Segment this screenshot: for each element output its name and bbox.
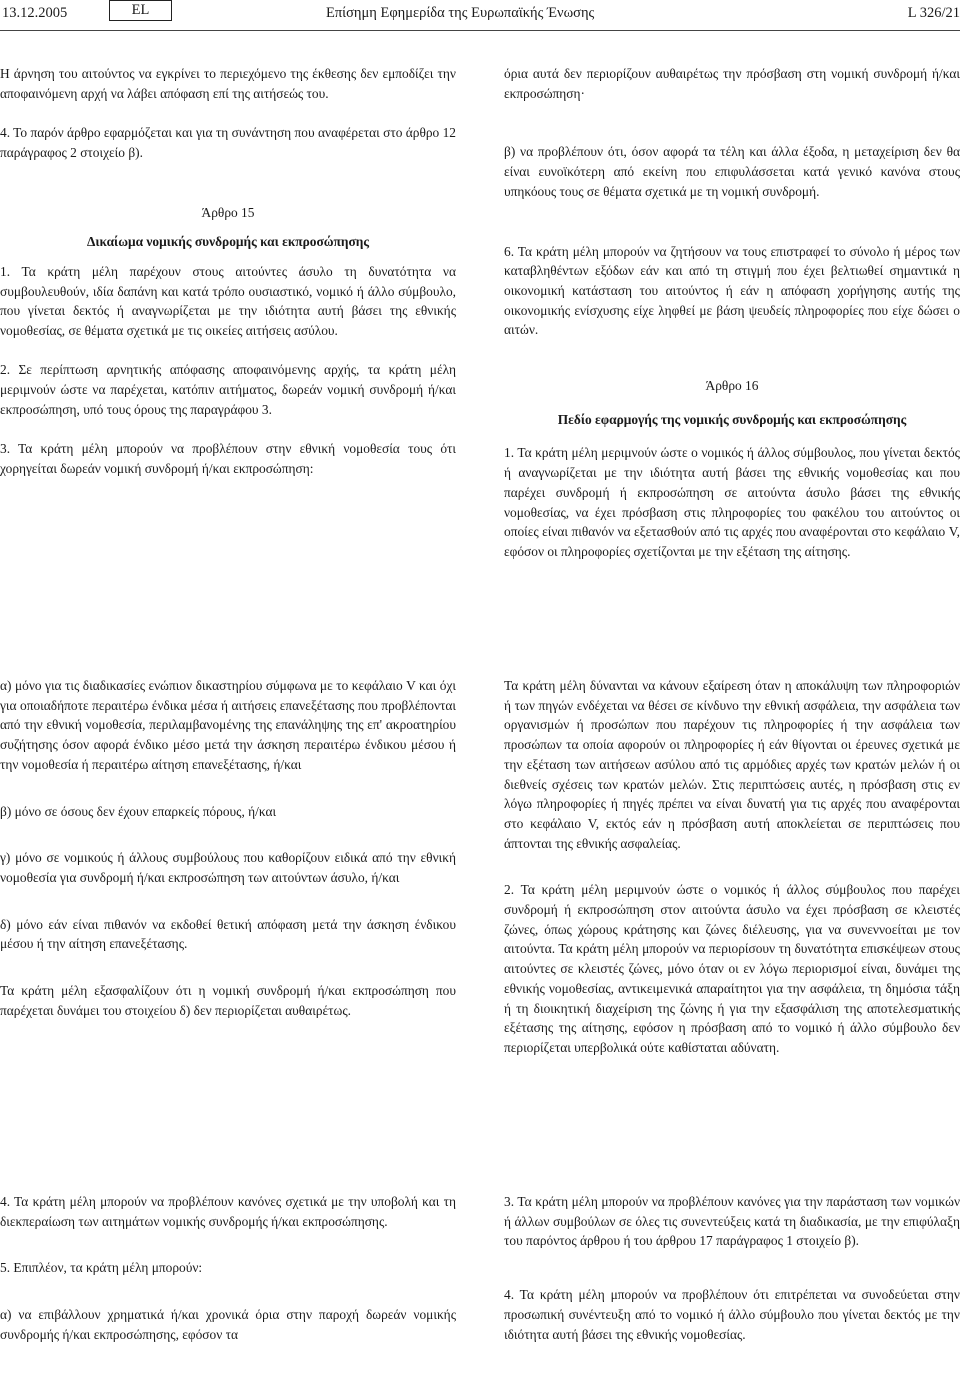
block2-left-column	[0, 676, 456, 1020]
paragraph: 4. Τα κράτη μέλη μπορούν να προβλέπουν κανόνες σχετικά με την υποβολή και τη διεκπεραίωση των αιτημάτων νομικής συνδρομής ή/και εκπροσώπησης.	[0, 1194, 456, 1229]
block3-left-column	[0, 1192, 456, 1345]
paragraph: 1. Τα κράτη μέλη μεριμνούν ώστε ο νομικός ή άλλος σύμβουλος, που γίνεται δεκτός ή αναγνωρίζεται με την ιδιότητα αυτή βάσει της εθνικής νομοθεσίας και που παρέχει συνδρομή ή εκπροσώπηση σε αιτούντα άσυλο βάσει της εθνικής νομοθεσίας, να έχει πρόσβαση στις πληροφορίες του φακέλου του αιτούντος οι οποίες είναι πιθανόν να εξετασθούν από τις αρχές που αναφέρονται στο κεφάλαιο V, εφόσον οι πληροφορίες σχετίζονται με την εξέταση της αίτησης.	[504, 445, 960, 559]
article-title: Πεδίο εφαρμογής της νομικής συνδρομής και εκπροσώπησης	[557, 411, 907, 427]
page-reference: L 326/21	[907, 5, 960, 21]
block2-right-column	[504, 676, 960, 1058]
paragraph: 3. Τα κράτη μέλη μπορούν να προβλέπουν στην εθνική νομοθεσία τους ότι χορηγείται δωρεάν νομική συνδρομή ή/και εκπροσώπηση:	[0, 441, 456, 476]
paragraph: Η άρνηση του αιτούντος να εγκρίνει το περιεχόμενο της έκθεσης δεν εμποδίζει την αποφαινόμενη αρχή να λάβει απόφαση επί της αιτήσεώς του.	[0, 66, 456, 101]
paragraph: 1. Τα κράτη μέλη παρέχουν στους αιτούντες άσυλο τη δυνατότητα να συμβουλευθούν, ιδία δαπάνη και κατά τρόπο ουσιαστικό, νομικό ή άλλο σύμβουλο, που γίνεται δεκτός ή αναγνωρίζεται με την ιδιότητα αυτή βάσει της εθνικής νομοθεσίας, σε θέματα σχετικά με τις οικείες αιτήσεις ασύλου.	[0, 263, 456, 339]
block1-right-column	[504, 64, 960, 562]
article-title: Δικαίωμα νομικής συνδρομής και εκπροσώπησης	[86, 234, 370, 250]
list-item: α) μόνο για τις διαδικασίες ενώπιον δικαστηρίου σύμφωνα με το κεφάλαιο V και όχι για οποιαδήποτε περαιτέρω ένδικα μέσα ή αιτήσεις επανεξέτασης που προβλέπονται από την εθνική νομοθεσία, περιλαμβανομένης της επανάληψης της επ' ακροατηρίου συζήτησης όσον αφορά ένδικο μέσο μετά την άσκηση περαιτέρω ένδικου μέσου ή την νομοθεσία ή περαιτέρω αίτηση επανεξέτασης, ή/και	[0, 678, 456, 772]
block3-right-column	[504, 1192, 960, 1344]
article-number: Άρθρο 15	[201, 204, 255, 220]
paragraph: 5. Επιπλέον, τα κράτη μέλη μπορούν:	[0, 1260, 203, 1276]
paragraph: 3. Τα κράτη μέλη μπορούν να προβλέπουν κανόνες για την παράσταση των νομικών ή άλλων συμβούλων σε όλες τις συνεντεύξεις κατά τη διαδικασία, με την επιφύλαξη του παρόντος άρθρου ή του άρθρου 17 παράγραφος 1 στοιχείο β).	[504, 1194, 960, 1249]
paragraph: 2. Σε περίπτωση αρνητικής απόφασης αποφαινόμενης αρχής, τα κράτη μέλη μεριμνούν ώστε να παρέχεται, κατόπιν αιτήματος, δωρεάν νομική συνδρομή ή/και εκπροσώπηση, υπό τους όρους της παραγράφου 3.	[0, 362, 456, 417]
block1-left-column	[0, 64, 456, 479]
paragraph: Τα κράτη μέλη εξασφαλίζουν ότι η νομική συνδρομή ή/και εκπροσώπηση που παρέχεται δυνάμει του στοιχείου δ) δεν περιορίζεται αυθαιρέτως.	[0, 983, 456, 1018]
publication-date: 13.12.2005	[2, 5, 68, 21]
list-item: α) να επιβάλλουν χρηματικά ή/και χρονικά όρια στην παροχή δωρεάν νομικής συνδρομής ή/και εκπροσώπησης, εφόσον τα	[0, 1307, 456, 1342]
language-badge: EL	[109, 0, 172, 21]
list-item: δ) μόνο εάν είναι πιθανόν να εκδοθεί θετική απόφαση μετά την άσκηση ένδικου μέσου ή την αίτηση επανεξέτασης.	[0, 916, 456, 952]
paragraph: 4. Τα κράτη μέλη μπορούν να προβλέπουν ότι επιτρέπεται να συνοδεύεται στην προσωπική συνέντευξη από το νομικό ή άλλο σύμβουλο που γίνεται δεκτός με την ιδιότητα αυτή βάσει της εθνικής νομοθεσίας.	[504, 1287, 960, 1342]
paragraph: 2. Τα κράτη μέλη μεριμνούν ώστε ο νομικός ή άλλος σύμβουλος που παρέχει συνδρομή ή εκπροσώπηση στον αιτούντα άσυλο να έχει πρόσβαση σε κλειστές ζώνες, όπως χώρους κράτησης και ζώνες διέλευσης, για να συνεννοείται με τον αιτούντα. Τα κράτη μέλη μπορούν να περιορίσουν τη δυνατότητα επισκέψεων στους αιτούντες σε κλειστές ζώνες, μόνο όταν οι εν λόγω περιορισμοί είναι, δυνάμει της εθνικής νομοθεσίας, αντικειμενικά απαραίτητοι για την ασφάλεια, τη δημόσια τάξη ή τη διοικητική διαχείριση της ζώνης ή για την εξασφάλιση της αποτελεσματικής εξέτασης της αίτησης, εφόσον η πρόσβαση από το νομικό ή άλλο σύμβουλο δεν περιορίζεται υπερβολικά ούτε καθίσταται αδύνατη.	[504, 882, 960, 1055]
page-header	[0, 0, 960, 30]
list-item: β) μόνο σε όσους δεν έχουν επαρκείς πόρους, ή/και	[0, 803, 277, 819]
header-rule	[0, 30, 960, 31]
paragraph: 6. Τα κράτη μέλη μπορούν να ζητήσουν να τους επιστραφεί το σύνολο ή μέρος των καταβληθέντων εξόδων εάν και από τη στιγμή που έχει βελτιωθεί σημαντικά η οικονομική κατάσταση του αιτούντος ή εάν η απόφαση χορήγησης αυτής της οικονομικής ενίσχυσης είχε ληφθεί με βάση ψευδείς πληροφορίες που είχε δώσει ο αιτών.	[504, 243, 960, 338]
paragraph: 4. Το παρόν άρθρο εφαρμόζεται και για τη συνάντηση που αναφέρεται στο άρθρο 12 παράγραφος 2 στοιχείο β).	[0, 125, 456, 160]
journal-title: Επίσημη Εφημερίδα της Ευρωπαϊκής Ένωσης	[326, 5, 595, 21]
paragraph: Τα κράτη μέλη δύνανται να κάνουν εξαίρεση όταν η αποκάλυψη των πληροφοριών ή των πηγών ενδέχεται να θέσει σε κίνδυνο την εθνική ασφάλεια, την ασφάλεια των οργανισμών ή προσώπων που παρέχουν τις πληροφορίες ή την ασφάλεια των προσώπων τα οποία αφορούν οι πληροφορίες ή εάν θίγονται οι έρευνες σχετικά με την εξέταση των αιτήσεων ασύλου από τις αρμόδιες αρχές των κρατών μελών ή οι διεθνείς σχέσεις των κρατών μελών. Στις περιπτώσεις αυτές, η πρόσβαση στις εν λόγω πληροφορίες ή πηγές πρέπει να είναι δυνατή για τις αρχές που αναφέρονται στο κεφάλαιο V, εκτός εάν η πρόσβαση αυτή αποκλείεται σε περιπτώσεις που άπτονται της εθνικής ασφαλείας.	[504, 678, 960, 851]
list-item: γ) μόνο σε νομικούς ή άλλους συμβούλους που καθορίζουν ειδικά από την εθνική νομοθεσία για συνδρομή ή/και εκπροσώπηση των αιτούντων άσυλο, ή/και	[0, 850, 456, 885]
article-number: Άρθρο 16	[705, 378, 759, 394]
paragraph: β) να προβλέπουν ότι, όσον αφορά τα τέλη και άλλα έξοδα, η μεταχείριση δεν θα είναι ευνοϊκότερη από εκείνη που επιφυλάσσεται κατά γενικό κανόνα στους υπηκόους τους σε θέματα σχετικά με τη νομική συνδρομή.	[504, 144, 960, 199]
paragraph: όρια αυτά δεν περιορίζουν αυθαιρέτως την πρόσβαση στη νομική συνδρομή ή/και εκπροσώπηση·	[504, 66, 960, 101]
